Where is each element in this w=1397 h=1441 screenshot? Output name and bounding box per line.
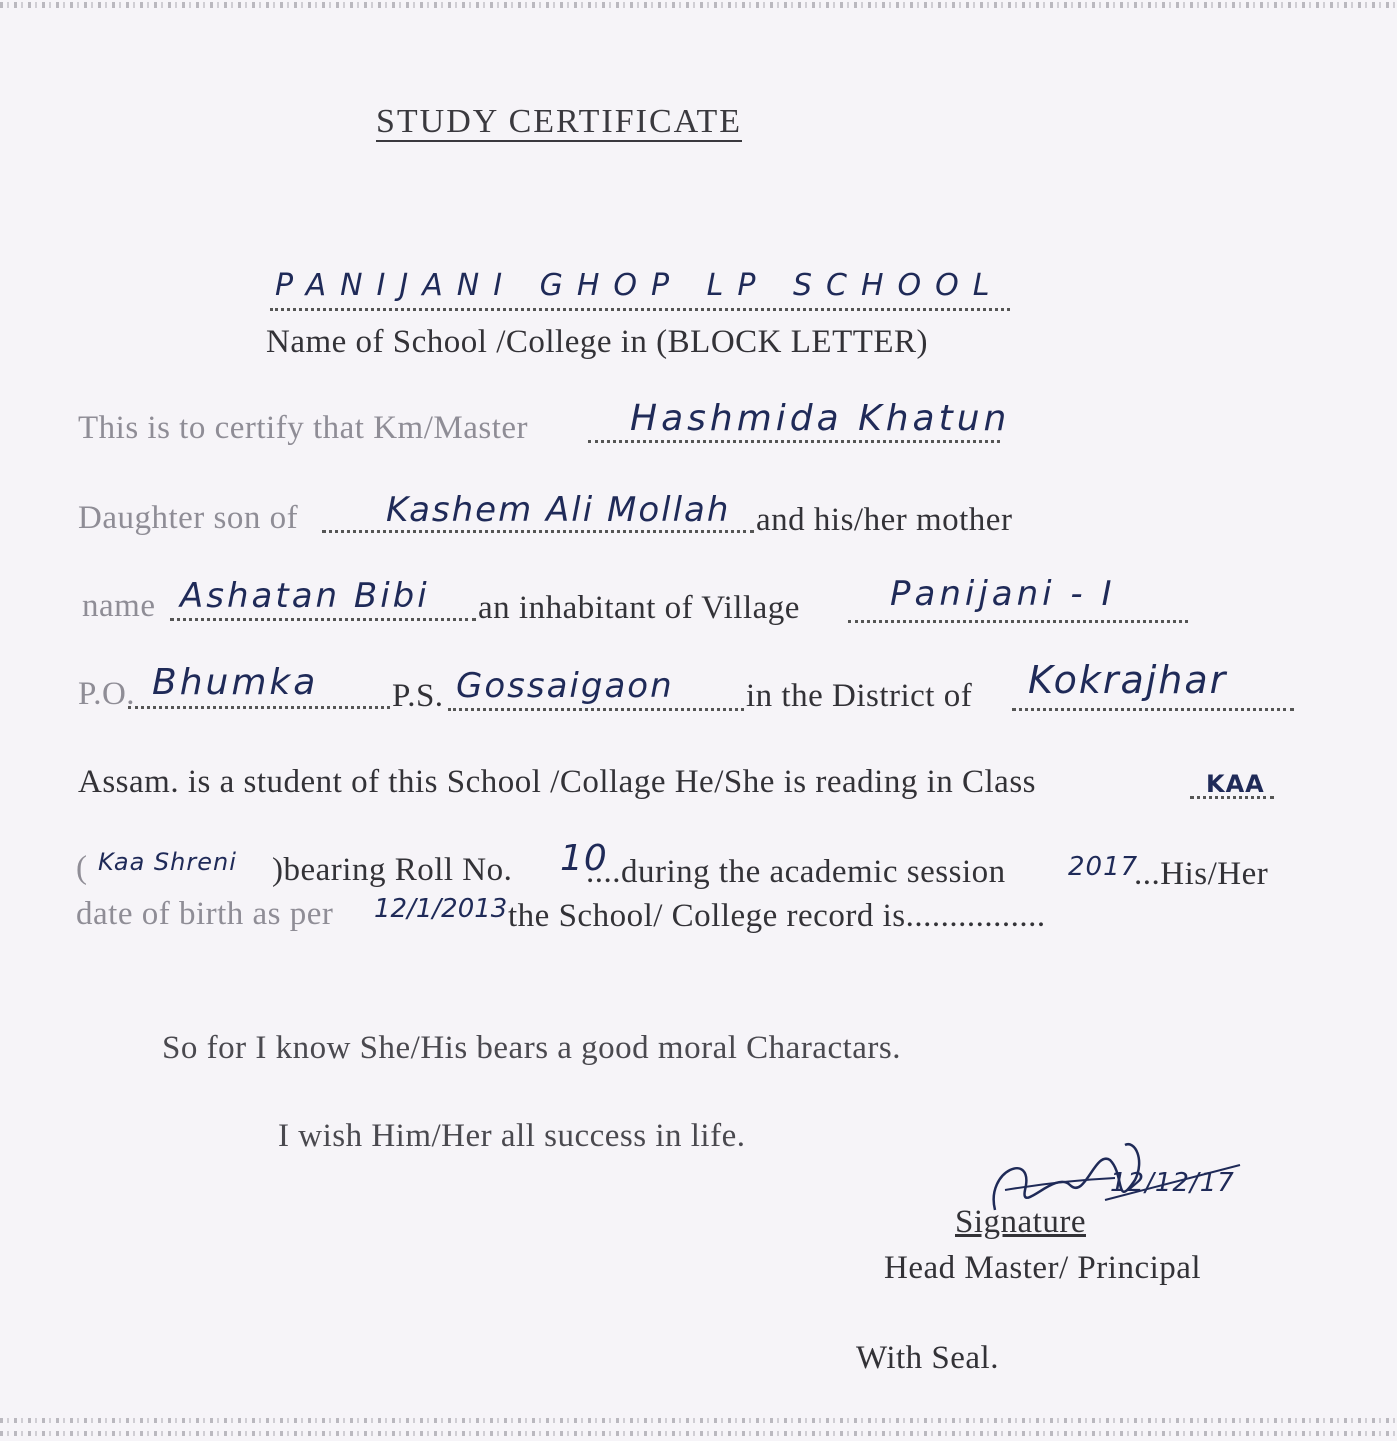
mother-name-dotted-line — [170, 618, 476, 621]
mother-prefix: name — [82, 588, 156, 624]
po-value: Bhumka — [152, 662, 319, 703]
ps-label: P.S. — [392, 678, 444, 714]
village-value: Panijani - I — [890, 574, 1116, 614]
ps-dotted-line — [448, 708, 744, 711]
dob-suffix: the School/ College record is................ — [508, 898, 1046, 934]
roll-bearing-label: )bearing Roll No. — [272, 852, 513, 888]
signature-label: Signature — [955, 1204, 1086, 1240]
school-name-handwritten: PANIJANI GHOP LP SCHOOL — [275, 268, 1004, 303]
district-value: Kokrajhar — [1028, 658, 1228, 702]
po-label: P.O. — [78, 676, 136, 712]
class-full-value: Kaa Shreni — [98, 848, 237, 876]
signature-title: Head Master/ Principal — [884, 1250, 1202, 1286]
district-label: in the District of — [746, 678, 973, 714]
scan-noise-bottom-2 — [0, 1431, 1397, 1436]
village-dotted-line — [848, 620, 1188, 623]
class-dotted-line — [1190, 796, 1274, 799]
seal-label: With Seal. — [856, 1340, 999, 1376]
school-name-dotted-line — [270, 308, 1010, 311]
certify-prefix-text: This is to certify that Km/Master — [78, 410, 528, 446]
wish-statement-text: I wish Him/Her all success in life. — [278, 1118, 746, 1154]
father-name-dotted-line — [322, 530, 754, 533]
wish-statement — [278, 1118, 745, 1155]
student-name-dotted-line — [588, 440, 1000, 443]
district-dotted-line — [1012, 708, 1294, 711]
po-dotted-line — [128, 706, 390, 709]
school-name-caption: Name of School /College in (BLOCK LETTER) — [266, 324, 929, 360]
session-label: ....during the academic session — [586, 854, 1006, 890]
dob-prefix: date of birth as per — [76, 896, 334, 932]
student-line-main: Assam. is a student of this School /Collage He/She is reading in Class — [78, 764, 1037, 800]
village-label: an inhabitant of Village — [478, 590, 800, 626]
parent-suffix: and his/her mother — [756, 502, 1013, 538]
student-name: Hashmida Khatun — [630, 398, 1011, 439]
scan-noise-bottom-1 — [0, 1418, 1397, 1423]
student-line-text — [78, 764, 1036, 801]
ps-value: Gossaigaon — [456, 666, 674, 706]
roll-open-paren: ( — [76, 850, 88, 886]
parent-prefix: Daughter son of — [78, 500, 299, 536]
session-value: 2017 — [1068, 852, 1139, 882]
class-value: KAA — [1206, 770, 1265, 798]
signature-date: 12/12/17 — [1110, 1168, 1235, 1198]
moral-statement-text: So for I know She/His bears a good moral Charactars. — [162, 1030, 901, 1066]
father-name: Kashem Ali Mollah — [386, 490, 731, 530]
moral-statement — [162, 1030, 901, 1067]
his-her-label: ...His/Her — [1134, 856, 1269, 892]
certificate-title: STUDY CERTIFICATE — [376, 103, 742, 140]
mother-name: Ashatan Bibi — [180, 576, 430, 616]
scan-noise-top — [0, 2, 1397, 8]
dob-value: 12/1/2013 — [374, 894, 508, 924]
certify-prefix — [78, 410, 528, 447]
roll-no-value: 10 — [560, 838, 608, 879]
